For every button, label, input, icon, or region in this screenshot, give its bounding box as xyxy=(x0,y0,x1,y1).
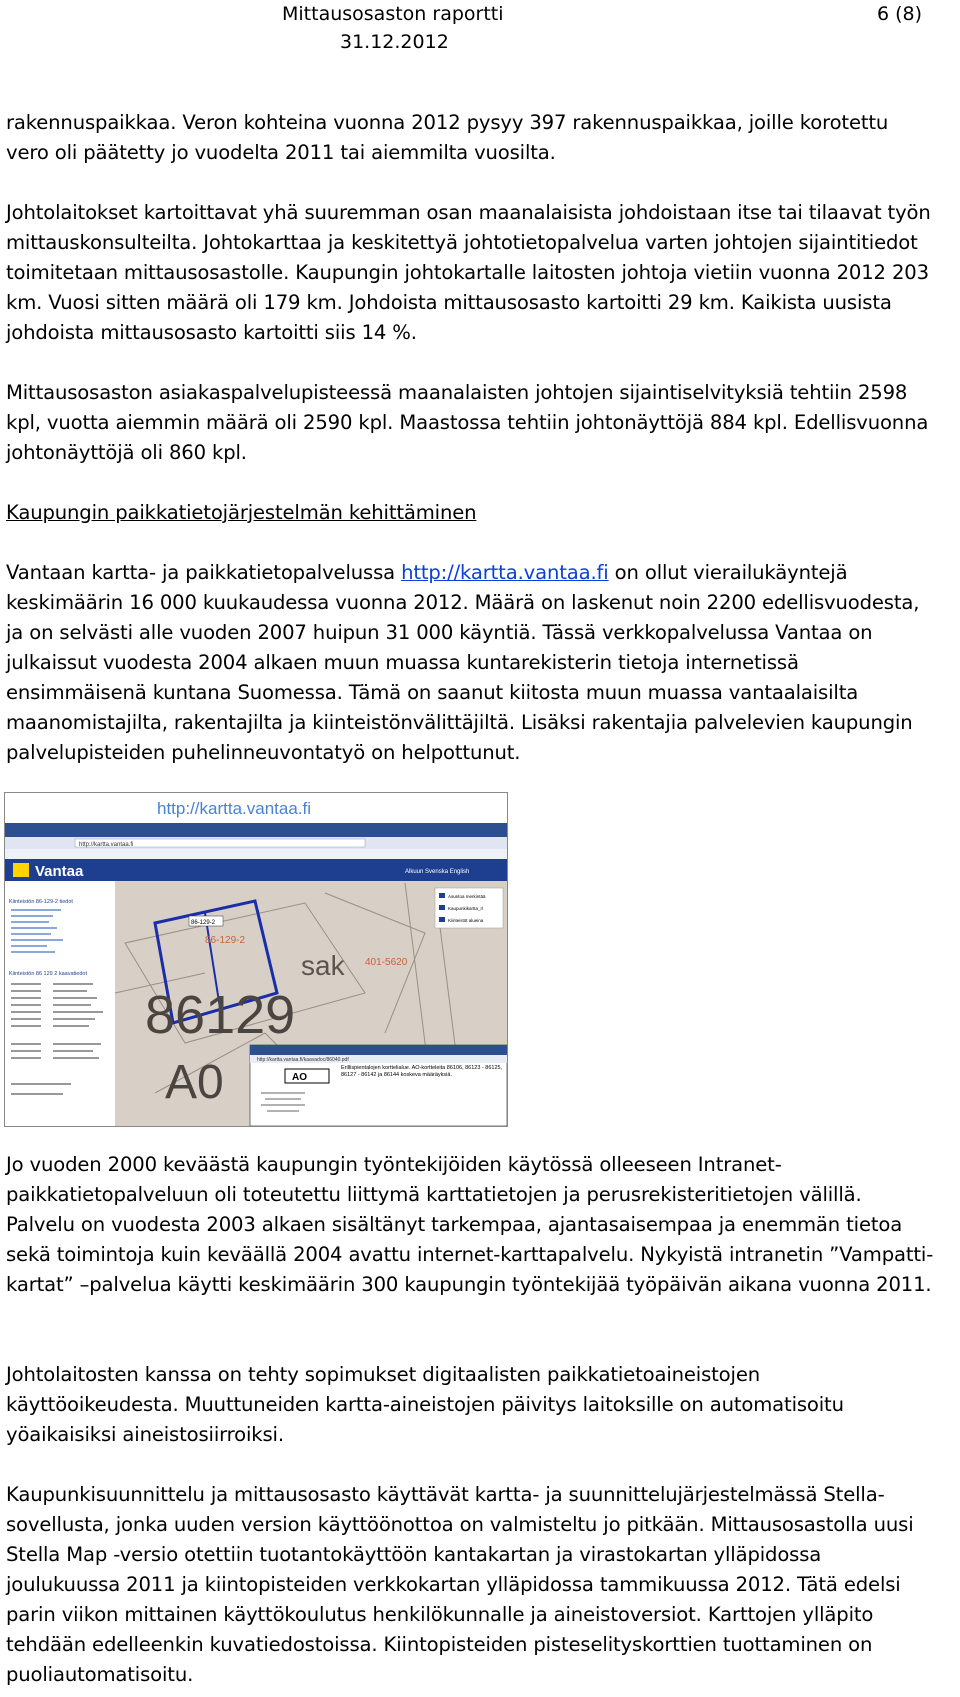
map-label-zone: A0 xyxy=(165,1056,224,1109)
paragraph-customer-service: Mittausosaston asiakaspalvelupisteessä maanalaisten johtojen sijaintiselvityksiä tehtiin 2598 kpl, vuotta aiemmin määrä oli 2590 kpl. Maastossa tehtiin johtonäyttöjä 884 kpl. Edellisvuonna johtonäyttöjä oli 860 kpl. xyxy=(6,381,929,464)
paragraph-utility-mapping: Johtolaitokset kartoittavat yhä suuremman osan maanalaisista johdoistaan itse tai tilaavat työn mittauskonsulteilta. Johtokarttaa ja keskitettyä johtotietopalvelua varten johtojen sijaintitiedot toimitetaan mittausosastolle. Kaupungin johtokartalle laitosten johtoja vietiin vuonna 2012 203 km. Vuosi sitten määrä oli 179 km. Johdoista mittausosasto kartoitti 29 km. Kaikista uusista johdoista mittausosasto kartoitti siis 14 %. xyxy=(6,201,931,344)
paragraph-map-service xyxy=(6,558,934,768)
paragraph-map-service-start: Vantaan kartta- ja paikkatietopalvelussa xyxy=(6,561,402,584)
popup-text: Erillispientalojen korttelialue. AO-kortteleita 86106, 86123 - 86125, 86127 - 86142 ja 86144 koskeva määräyksiä. xyxy=(341,1065,503,1078)
paragraph-intranet: Jo vuoden 2000 keväästä kaupungin työntekijöiden käytössä olleeseen Intranet-paikkatietopalveluun oli toteutettu liittymä karttatietojen ja perusrekisteritietojen välillä. Palvelu on vuodesta 2003 alkaen sisältänyt tarkempaa, ajantasaisempaa ja enemmän tietoa sekä toimintoja kuin keväällä 2004 avattu internet-karttapalvelu. Nykyistä intranetin ”Vampatti-kartat” –palvelua käytti keskimäärin 300 kaupungin työntekijää työpäivän aikana vuonna 2011. xyxy=(6,1153,934,1296)
section-heading: Kaupungin paikkatietojärjestelmän kehittäminen xyxy=(6,501,477,524)
legend-item-1: Asuntoa merkintää xyxy=(448,894,486,899)
map-label-sak: sak xyxy=(301,950,345,981)
map-label-parcel: 86129 xyxy=(145,985,296,1045)
screenshot-sidebar-title: Kiinteistön 86-129-2 tiedot xyxy=(9,899,73,905)
page-header xyxy=(282,0,922,60)
report-date: 31.12.2012 xyxy=(340,31,449,53)
paragraph-utility-agreements: Johtolaitosten kanssa on tehty sopimukset digitaalisten paikkatietoaineistojen käyttöoikeudesta. Muuttuneiden kartta-aineistojen päivitys laitoksille on automatisoitu yöaikaisiksi aineistosiirroiksi. xyxy=(6,1363,844,1446)
screenshot-lang-links: Alkuun Svenska English xyxy=(405,869,470,875)
report-title: Mittausosaston raportti xyxy=(282,3,504,25)
popup-title: AO xyxy=(292,1072,307,1083)
screenshot-caption-url: http://kartta.vantaa.fi xyxy=(157,799,312,818)
map-label-area-code: 401-5620 xyxy=(365,957,408,968)
map-label-small-1: 86-129-2 xyxy=(191,920,216,926)
map-label-small-2: 86-129-2 xyxy=(205,935,246,946)
legend-item-3: Kiinteistöt alueina xyxy=(448,918,484,923)
paragraph-map-service-rest: on ollut vierailukäyntejä keskimäärin 16 000 kuukaudessa vuonna 2012. Määrä on laskenut noin 2200 edellisvuodesta, ja on selvästi alle vuoden 2007 huipun 31 000 käyntiä. Tässä verkkopalvelussa Vantaa on julkaissut vuodesta 2004 alkaen muun muassa kuntarekisterin tietoja internetissä ensimmäisenä kuntana Suomessa. Tämä on saanut kiitosta muun muassa vantaalaisilta maanomistajilta, rakentajilta ja kiinteistönvälittäjiltä. Lisäksi rakentajia palvelevien kaupungin palvelupisteiden puhelinneuvontatyö on helpottunut. xyxy=(6,561,920,764)
screenshot-graphic xyxy=(5,793,507,1126)
screenshot-brand: Vantaa xyxy=(35,863,84,880)
map-service-link[interactable]: http://kartta.vantaa.fi xyxy=(401,561,609,584)
paragraph-stella: Kaupunkisuunnittelu ja mittausosasto käyttävät kartta- ja suunnittelujärjestelmässä Stella-sovellusta, jonka uuden version käyttöönottoa on valmisteltu jo pitkään. Mittausosastolla uusi Stella Map -versio otettiin tuotantokäyttöön kantakartan ja virastokartan ylläpidossa joulukuussa 2011 ja kiintopisteiden verkkokartan ylläpidossa tammikuussa 2012. Tätä edelsi parin viikon mittainen käyttökoulutus henkilökunnalle ja aineistoversiot. Karttojen ylläpito tehdään edelleenkin kuvatiedostoissa. Kiintopisteiden pisteselityskorttien tuottaminen on puoliautomatisoitu. xyxy=(6,1483,914,1686)
legend-item-2: Kaupunkikartta_rl xyxy=(448,906,484,911)
page-number: 6 (8) xyxy=(876,3,922,25)
screenshot-address: http://kartta.vantaa.fi xyxy=(79,842,134,848)
screenshot-sidebar-section: Kiinteistön 86 129 2 kaavatiedot xyxy=(9,971,87,977)
map-service-screenshot xyxy=(4,792,508,1127)
popup-url: http://kartta.vantaa.fi/kaavadoc/86040.pdf xyxy=(257,1057,349,1063)
paragraph-construction-sites: rakennuspaikkaa. Veron kohteina vuonna 2012 pysyy 397 rakennuspaikkaa, joille korotettu vero oli päätetty jo vuodelta 2011 tai aiemmilta vuosilta. xyxy=(6,111,889,164)
